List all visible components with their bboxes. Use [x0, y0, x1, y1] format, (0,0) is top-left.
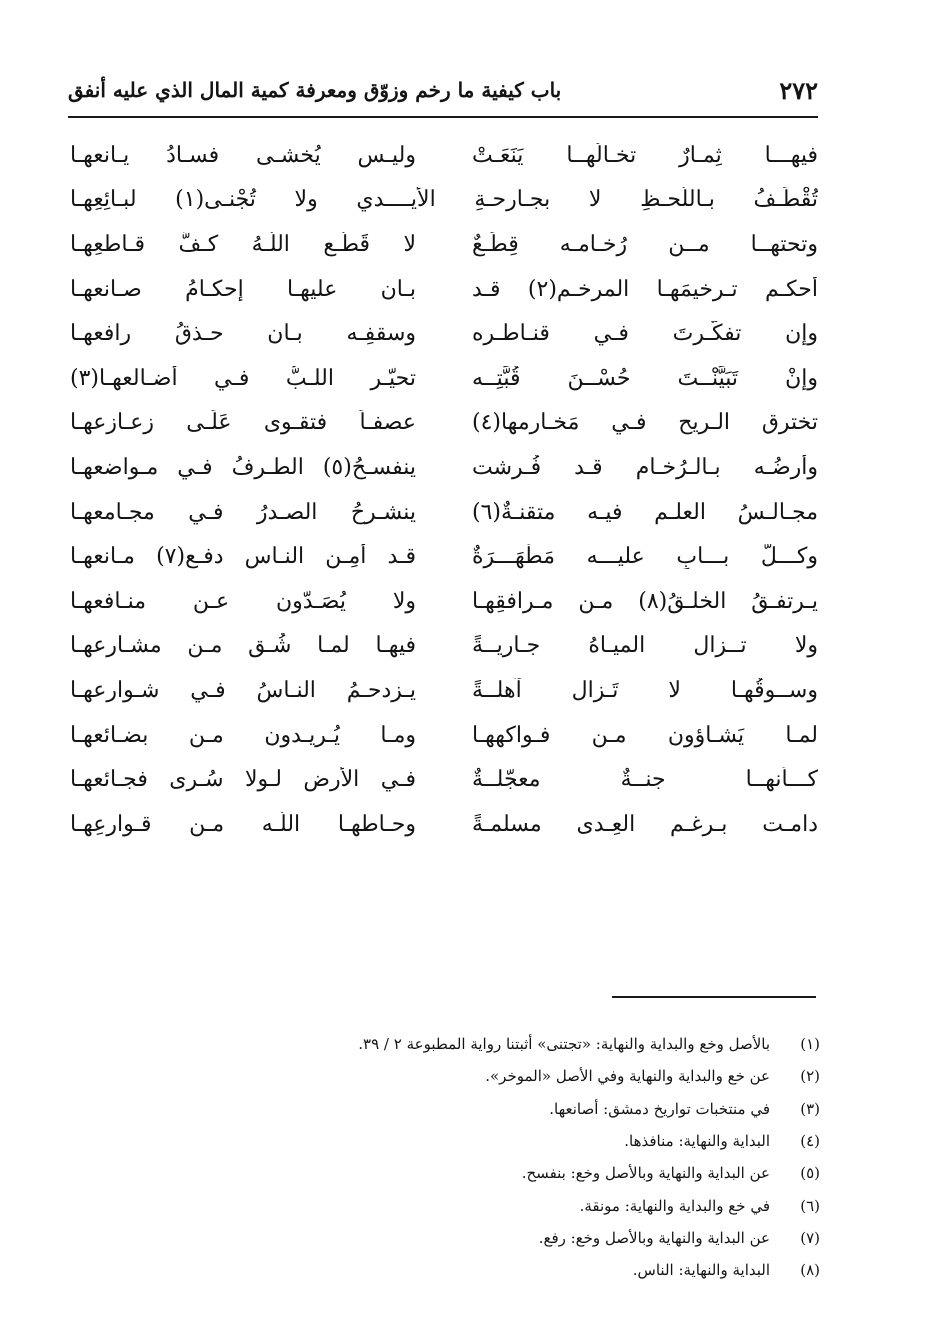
verse-second-hemistich: ومـا يُـريـدون مـن بضـائعهـا [70, 722, 416, 748]
footnote-text: البداية والنهاية: الناس. [632, 1261, 770, 1280]
footnote [200, 1254, 820, 1286]
footnote-number: (٣) [800, 1099, 820, 1118]
page-header [68, 72, 818, 112]
verse-second-hemistich: يـزدحـمُ النـاسُ فـي شـوارعهـا [70, 677, 416, 703]
verse [70, 356, 818, 401]
verse [70, 401, 818, 446]
verse-first-hemistich: دامـت بـرغـم العِـدى مسلمـةً [472, 811, 818, 837]
verse-second-hemistich: لا قَطَّـع اللّـهُ كـفَّ قـاطعِهـا [70, 231, 416, 257]
verse-second-hemistich: تحيّـر اللـبُّ فـي أضـالعهـا(٣) [70, 365, 416, 391]
footnote-text: عن البداية والنهاية وبالأصل وخع: رفع. [538, 1228, 770, 1247]
verse-first-hemistich: وأرضُـه بـالـرُخـام قـد فُـرِشت [472, 454, 818, 480]
footnote [200, 1125, 820, 1157]
verse-second-hemistich: فـي الأرضِ لـولا سُـرى فجـائعهـا [70, 767, 416, 793]
verse-first-hemistich: تخترق الـريح فـي مَخـارِمها(٤) [472, 410, 818, 436]
header-rule [68, 116, 818, 118]
footnote [200, 1157, 820, 1189]
verse-first-hemistich: وإن تفكَّـرتَ فـي قنـاطـرِه [472, 321, 818, 347]
running-title: باب كيفية ما رخم وزوّق ومعرفة كمية المال الذي عليه أنفق [68, 78, 562, 102]
verse-first-hemistich: وتحتهــا مــن رُخـامـه قِطَـعٌ [472, 231, 818, 257]
verse-second-hemistich: وسقفِـه بـان حـذقُ رافعهـا [70, 321, 416, 347]
footnote-number: (٢) [800, 1067, 820, 1086]
footnote [200, 1189, 820, 1221]
verse [70, 311, 818, 356]
footnote-text: بالأصل وخع والبداية والنهاية: «تجتنى» أثبتنا رواية المطبوعة ٢ / ٣٩. [358, 1035, 770, 1054]
verse [70, 802, 818, 847]
verse-second-hemistich: عصفـاً فتقـوى عَلَـى زعـازعهـا [70, 410, 416, 436]
verse [70, 222, 818, 267]
footnote-number: (٧) [800, 1228, 820, 1247]
verse-first-hemistich: أحكـم تـرخيمَهـا المرخـم(٢) قـد [472, 276, 818, 302]
poem [70, 133, 818, 847]
footnote [200, 1093, 820, 1125]
verse-first-hemistich: وســوقُهـا لا تَـزال آهلــةً [472, 677, 818, 703]
footnote [200, 1028, 820, 1060]
verse-second-hemistich: وحـاطهـا اللّـه مـن قـوارعِهـا [70, 811, 416, 837]
verse [70, 133, 818, 178]
footnote-number: (٤) [800, 1132, 820, 1151]
verse-first-hemistich: ولا تــزال الميـاهُ جـاريــةً [472, 633, 818, 659]
verse-second-hemistich: قـد أمِـن النـاس دفـع(٧) مـانعهـا [70, 544, 416, 570]
verse-second-hemistich: فيهـا لمـا شُـق مـن مشـارعهـا [70, 633, 416, 659]
footnote-separator [612, 996, 816, 998]
footnotes [200, 1028, 820, 1286]
footnote-text: البداية والنهاية: منافذها. [624, 1132, 770, 1151]
footnote-number: (١) [800, 1035, 820, 1054]
verse [70, 178, 818, 223]
footnote [200, 1222, 820, 1254]
verse [70, 534, 818, 579]
verse [70, 624, 818, 669]
verse-second-hemistich: وليـس يُخشـى فسـادُ يـانعهـا [70, 142, 416, 168]
footnote-text: في خع والبداية والنهاية: مونقة. [579, 1196, 770, 1215]
verse [70, 267, 818, 312]
verse [70, 579, 818, 624]
verse-first-hemistich: لمـا يَشـاؤون مـن فـواكههـا [472, 722, 818, 748]
verse-first-hemistich: وإنْ تَبَيَّنْــتَ حُسْــنَ قُبَّتِــه [472, 365, 818, 391]
footnote [200, 1060, 820, 1092]
verse [70, 713, 818, 758]
footnote-text: في منتخبات تواريخ دمشق: أصانعها. [549, 1099, 770, 1118]
verse-first-hemistich: فيهـــا ثِمـارٌ تخـالُهــا يَنَعَـتْ [472, 142, 818, 168]
footnote-text: عن البداية والنهاية وبالأصل وخع: بنفسح. [521, 1164, 770, 1183]
verse-second-hemistich: ينفسـحُ(٥) الطـرفُ فـي مـواضعهـا [70, 454, 416, 480]
verse-first-hemistich: كـــأنهــا جنــةٌ معجّلــةٌ [472, 767, 818, 793]
verse [70, 757, 818, 802]
verse [70, 668, 818, 713]
verse-joined-line: تُقْطَـفُ بـاللّحـظِ لا بجـارحـةِ الأيــــدي ولا تُجْنـى(١) لبـائِعِهـا [70, 187, 818, 213]
verse-first-hemistich: مجـالـسُ العلـم فيـه متقنـةٌ(٦) [472, 499, 818, 525]
verse-first-hemistich: يـرتفـقُ الخلـقُ(٨) مـن مـرافقِهـا [472, 588, 818, 614]
footnote-number: (٨) [800, 1261, 820, 1280]
verse-second-hemistich: بـان عليهـا إحكـامُ صـانعهـا [70, 276, 416, 302]
page-number: ٢٧٢ [779, 76, 818, 105]
verse-first-hemistich: وكـــلُّ بـــابٍ عليـــه مَطْهَـــرَةٌ [472, 544, 818, 570]
verse-second-hemistich: ينشـرحُ الصـدرُ فـي مجـامعهـا [70, 499, 416, 525]
footnote-text: عن خع والبداية والنهاية وفي الأصل «الموخر». [485, 1067, 770, 1086]
verse [70, 445, 818, 490]
footnote-number: (٦) [800, 1196, 820, 1215]
footnote-number: (٥) [800, 1164, 820, 1183]
verse-second-hemistich: ولا يُصَـدّون عـن منـافعهـا [70, 588, 416, 614]
verse [70, 490, 818, 535]
